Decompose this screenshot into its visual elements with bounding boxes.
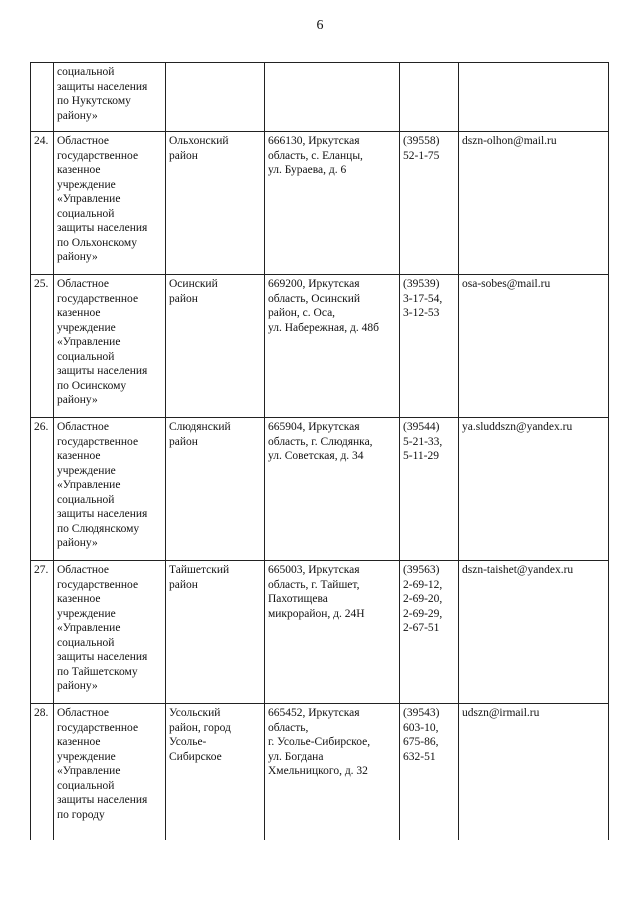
email-cell[interactable]: ya.sluddszn@yandex.ru	[459, 418, 609, 561]
table-row	[31, 275, 609, 418]
institutions-table	[30, 62, 609, 840]
email-cell[interactable]: dszn-taishet@yandex.ru	[459, 561, 609, 704]
organization-cell: Областное государственное казенное учреждение «Управление социальной защиты населения по Слюдянскому району»	[54, 418, 166, 561]
organization-cell: Областное государственное казенное учреждение «Управление социальной защиты населения по Тайшетскому району»	[54, 561, 166, 704]
table-row	[31, 561, 609, 704]
organization-cell: Областное государственное казенное учреждение «Управление социальной защиты населения по Ольхонскому району»	[54, 132, 166, 275]
table-row	[31, 418, 609, 561]
email-cell[interactable]: osa-sobes@mail.ru	[459, 275, 609, 418]
phone-cell: (39563) 2-69-12, 2-69-20, 2-69-29, 2-67-51	[400, 561, 459, 704]
table-row	[31, 704, 609, 841]
email-cell[interactable]: dszn-olhon@mail.ru	[459, 132, 609, 275]
district-cell: Тайшетский район	[166, 561, 265, 704]
email-cell[interactable]: udszn@irmail.ru	[459, 704, 609, 841]
address-cell: 666130, Иркутская область, с. Еланцы, ул. Бураева, д. 6	[265, 132, 400, 275]
address-cell	[265, 63, 400, 132]
district-cell: Усольский район, город Усолье- Сибирское	[166, 704, 265, 841]
organization-cell: Областное государственное казенное учреждение «Управление социальной защиты населения по Осинскому району»	[54, 275, 166, 418]
row-number-cell: 28.	[31, 704, 54, 841]
row-number-cell: 25.	[31, 275, 54, 418]
address-cell: 665904, Иркутская область, г. Слюдянка, ул. Советская, д. 34	[265, 418, 400, 561]
phone-cell: (39544) 5-21-33, 5-11-29	[400, 418, 459, 561]
district-cell	[166, 63, 265, 132]
organization-cell: Областное государственное казенное учреждение «Управление социальной защиты населения по городу	[54, 704, 166, 841]
table-row	[31, 132, 609, 275]
phone-cell: (39539) 3-17-54, 3-12-53	[400, 275, 459, 418]
row-number-cell: 27.	[31, 561, 54, 704]
district-cell: Осинский район	[166, 275, 265, 418]
address-cell: 665003, Иркутская область, г. Тайшет, Пахотищева микрорайон, д. 24Н	[265, 561, 400, 704]
email-cell	[459, 63, 609, 132]
table-row	[31, 63, 609, 132]
address-cell: 669200, Иркутская область, Осинский район, с. Оса, ул. Набережная, д. 48б	[265, 275, 400, 418]
district-cell: Ольхонский район	[166, 132, 265, 275]
row-number-cell	[31, 63, 54, 132]
phone-cell: (39543) 603-10, 675-86, 632-51	[400, 704, 459, 841]
row-number-cell: 24.	[31, 132, 54, 275]
address-cell: 665452, Иркутская область, г. Усолье-Сибирское, ул. Богдана Хмельницкого, д. 32	[265, 704, 400, 841]
district-cell: Слюдянский район	[166, 418, 265, 561]
row-number-cell: 26.	[31, 418, 54, 561]
page-number: 6	[316, 18, 324, 33]
phone-cell	[400, 63, 459, 132]
organization-cell: социальной защиты населения по Нукутскому району»	[54, 63, 166, 132]
phone-cell: (39558) 52-1-75	[400, 132, 459, 275]
